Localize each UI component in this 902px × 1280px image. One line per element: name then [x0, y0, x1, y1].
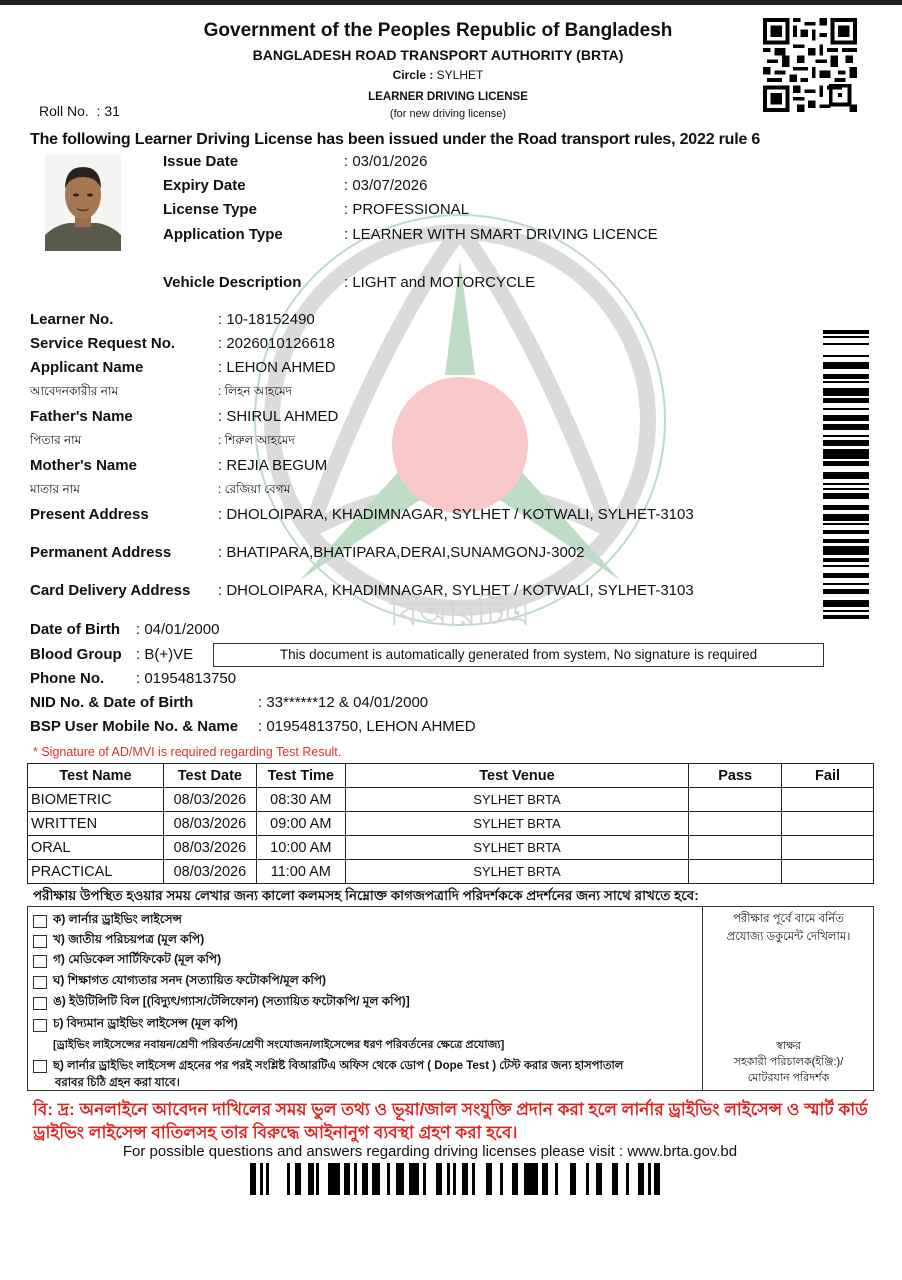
test-venue: SYLHET BRTA [345, 836, 688, 860]
vehicle-description-label: Vehicle Description [163, 274, 302, 291]
mother-name-label: Mother's Name [30, 457, 137, 474]
test-time: 08:30 AM [256, 788, 345, 812]
test-fail [782, 860, 874, 884]
father-name-value: : SHIRUL AHMED [218, 408, 339, 425]
applicant-name-bn-label: আবেদনকারীর নাম [30, 384, 119, 398]
license-type-label: License Type [163, 201, 257, 218]
warning-line-1: বি: দ্র: অনলাইনে আবেদন দাখিলের সময় ভুল তথ্য ও ভূয়া/জাল সংযুক্তি প্রদান করা হলে লার্নার ড্রাইভিং লাইসেন্স ও স্মার্ট কার্ড [33, 1100, 868, 1119]
bsp-value: : 01954813750, LEHON AHMED [258, 718, 476, 735]
test-name: BIOMETRIC [28, 788, 164, 812]
circle-value: SYLHET [436, 68, 484, 82]
test-name: PRACTICAL [28, 860, 164, 884]
requirement-text: ক) লার্নার ড্রাইভিং লাইসেন্স [53, 912, 182, 926]
license-type-value: : PROFESSIONAL [344, 201, 470, 218]
test-venue: SYLHET BRTA [345, 788, 688, 812]
applicant-name-bn-value: : লিহন আহমেদ [218, 384, 292, 398]
blood-group-value: : B(+)VE [136, 646, 194, 663]
documents-checked-line2: প্রযোজ্য ডকুমেন্ট দেখিলাম। [726, 931, 851, 943]
application-type-value: : LEARNER WITH SMART DRIVING LICENCE [344, 226, 658, 243]
test-schedule-table [27, 763, 874, 884]
father-name-label: Father's Name [30, 408, 133, 425]
mother-name-value: : REJIA BEGUM [218, 457, 328, 474]
table-row [28, 836, 874, 860]
col-pass: Pass [689, 764, 782, 788]
expiry-date-value: : 03/07/2026 [344, 177, 428, 194]
horizontal-barcode-icon [250, 1163, 668, 1195]
requirement-item [33, 931, 204, 951]
col-test-time: Test Time [256, 764, 345, 788]
circle-label: Circle : [392, 68, 434, 82]
test-pass [689, 788, 782, 812]
vertical-barcode-icon [823, 330, 869, 628]
checkbox[interactable] [33, 976, 47, 989]
mother-name-bn-value: : রেজিয়া বেগম [218, 482, 291, 496]
requirement-item [33, 1015, 238, 1035]
checkbox[interactable] [33, 955, 47, 968]
checkbox[interactable] [33, 1019, 47, 1032]
test-venue: SYLHET BRTA [345, 812, 688, 836]
table-row [28, 860, 874, 884]
learner-no-label: Learner No. [30, 311, 114, 328]
test-date: 08/03/2026 [163, 836, 256, 860]
roll-number [39, 103, 120, 119]
document-subtitle: (for new driving license) [389, 108, 507, 120]
vehicle-description-value: : LIGHT and MOTORCYCLE [344, 274, 536, 291]
documents-checked-note [703, 910, 874, 946]
checkbox[interactable] [33, 997, 47, 1010]
dob-value: : 04/01/2000 [136, 621, 220, 638]
test-name: WRITTEN [28, 812, 164, 836]
table-row [28, 788, 874, 812]
checkbox[interactable] [33, 1060, 47, 1073]
requirement-note: [ড্রাইভিং লাইসেন্সের নবায়ন/শ্রেণী পরিবর্তন/শ্রেণী সংযোজন/লাইসেন্সের ধরণ পরিবর্তনের ক্ষেত্রে প্রযোজ্য] [53, 1039, 505, 1051]
test-time: 11:00 AM [256, 860, 345, 884]
test-name: ORAL [28, 836, 164, 860]
col-test-venue: Test Venue [345, 764, 688, 788]
issue-date-value: : 03/01/2026 [344, 153, 428, 170]
present-address-value: : DHOLOIPARA, KHADIMNAGAR, SYLHET / KOTWALI, SYLHET-3103 [218, 506, 694, 523]
col-fail: Fail [782, 764, 874, 788]
card-delivery-address-value: : DHOLOIPARA, KHADIMNAGAR, SYLHET / KOTWALI, SYLHET-3103 [218, 582, 694, 599]
requirement-item [33, 911, 182, 931]
col-test-name: Test Name [28, 764, 164, 788]
signature-label: স্বাক্ষর [776, 1040, 801, 1052]
requirement-text: গ) মেডিকেল সার্টিফিকেট (মূল কপি) [53, 952, 222, 966]
present-address-label: Present Address [30, 506, 149, 523]
test-date: 08/03/2026 [163, 812, 256, 836]
applicant-name-label: Applicant Name [30, 359, 144, 376]
applicant-name-value: : LEHON AHMED [218, 359, 336, 376]
documents-checked-line1: পরীক্ষার পূর্বে বামে বর্নিত [733, 913, 844, 925]
signatory-title-2: মোটরযান পরিদর্শক [747, 1072, 830, 1084]
father-name-bn-value: : শিরুল আহমেদ [218, 433, 295, 447]
nid-value: : 33******12 & 04/01/2000 [258, 694, 429, 711]
requirement-item [33, 972, 326, 992]
government-title: Government of the Peoples Republic of Bangladesh [203, 20, 673, 41]
expiry-date-label: Expiry Date [163, 177, 246, 194]
requirement-text-continued: বরাবর চিঠি গ্রহন করা যাবে। [55, 1077, 180, 1089]
requirements-heading: পরীক্ষায় উপস্থিত হওয়ার সময় লেখার জন্য কালো কলমসহ নিম্নোক্ত কাগজপত্রাদি পরিদর্শককে প্রদর্শনের জন্য সাথে রাখতে হবে: [33, 888, 699, 903]
auto-generated-notice: This document is automatically generated from system, No signature is required [213, 643, 824, 667]
checkbox[interactable] [33, 915, 47, 928]
nid-label: NID No. & Date of Birth [30, 694, 194, 711]
service-request-value: : 2026010126618 [218, 335, 335, 352]
phone-value: : 01954813750 [136, 670, 237, 687]
top-dark-bar [0, 0, 902, 5]
test-fail [782, 812, 874, 836]
col-test-date: Test Date [163, 764, 256, 788]
requirement-text: ঘ) শিক্ষাগত যোগ্যতার সনদ (সত্যায়িত ফটোকপি/মূল কপি) [53, 973, 326, 987]
issued-statement: The following Learner Driving License has been issued under the Road transport rules, 2022 rule 6 [30, 131, 761, 148]
permanent-address-value: : BHATIPARA,BHATIPARA,DERAI,SUNAMGONJ-3002 [218, 544, 585, 561]
dob-label: Date of Birth [30, 621, 120, 638]
blood-group-label: Blood Group [30, 646, 122, 663]
circle [0, 68, 876, 82]
warning-line-2: ড্রাইভিং লাইসেন্স বাতিলসহ তার বিরুদ্ধে আইনানুগ ব্যবস্থা গ্রহণ করা হবে। [33, 1123, 518, 1142]
signatory-title-1: সহকারী পরিচালক(ইঞ্জি:)/ [733, 1056, 844, 1068]
bsp-label: BSP User Mobile No. & Name [30, 718, 239, 735]
test-pass [689, 836, 782, 860]
service-request-label: Service Request No. [30, 335, 176, 352]
requirement-item [33, 951, 221, 971]
requirement-item [33, 993, 410, 1013]
requirement-text: খ) জাতীয় পরিচয়পত্র (মূল কপি) [53, 932, 205, 946]
phone-label: Phone No. [30, 670, 105, 687]
table-header-row [28, 764, 874, 788]
father-name-bn-label: পিতার নাম [30, 433, 82, 447]
roll-value: : 31 [96, 103, 120, 119]
requirement-text: ছ) লার্নার ড্রাইভিং লাইসেন্স গ্রহনের পর পরই সংশ্লিষ্ট বিআরটিএ অফিস থেকে ডোপ ( Dope Test ) টেস্ট করার জন্য হাসপাতাল [53, 1060, 624, 1072]
test-fail [782, 836, 874, 860]
footer-note: For possible questions and answers regarding driving licenses please visit : www.brta.gov.bd [122, 1143, 738, 1160]
test-fail [782, 788, 874, 812]
signature-block [703, 1038, 874, 1086]
application-type-label: Application Type [163, 226, 283, 243]
test-date: 08/03/2026 [163, 860, 256, 884]
applicant-photo [45, 155, 121, 251]
table-row [28, 812, 874, 836]
test-time: 10:00 AM [256, 836, 345, 860]
test-pass [689, 812, 782, 836]
learner-no-value: : 10-18152490 [218, 311, 315, 328]
checkbox[interactable] [33, 935, 47, 948]
test-pass [689, 860, 782, 884]
mother-name-bn-label: মাতার নাম [30, 482, 80, 496]
test-time: 09:00 AM [256, 812, 345, 836]
test-date: 08/03/2026 [163, 788, 256, 812]
qr-code-icon [763, 18, 857, 112]
permanent-address-label: Permanent Address [30, 544, 172, 561]
document-title: LEARNER DRIVING LICENSE [368, 91, 528, 103]
seal-text: বিআরটিএ [389, 594, 531, 634]
requirement-text: চ) বিদ্যমান ড্রাইভিং লাইসেন্স (মূল কপি) [53, 1016, 238, 1030]
requirement-text: ঙ) ইউটিলিটি বিল [(বিদ্যুৎ/গ্যাস/টেলিফোন) (সত্যায়িত ফটোকপি/ মূল কপি)] [53, 994, 410, 1008]
roll-label: Roll No. [39, 103, 89, 119]
authority-title: BANGLADESH ROAD TRANSPORT AUTHORITY (BRTA) [252, 47, 624, 63]
test-venue: SYLHET BRTA [345, 860, 688, 884]
issue-date-label: Issue Date [163, 153, 239, 170]
signature-note: * Signature of AD/MVI is required regarding Test Result. [33, 745, 342, 759]
card-delivery-address-label: Card Delivery Address [30, 582, 191, 599]
